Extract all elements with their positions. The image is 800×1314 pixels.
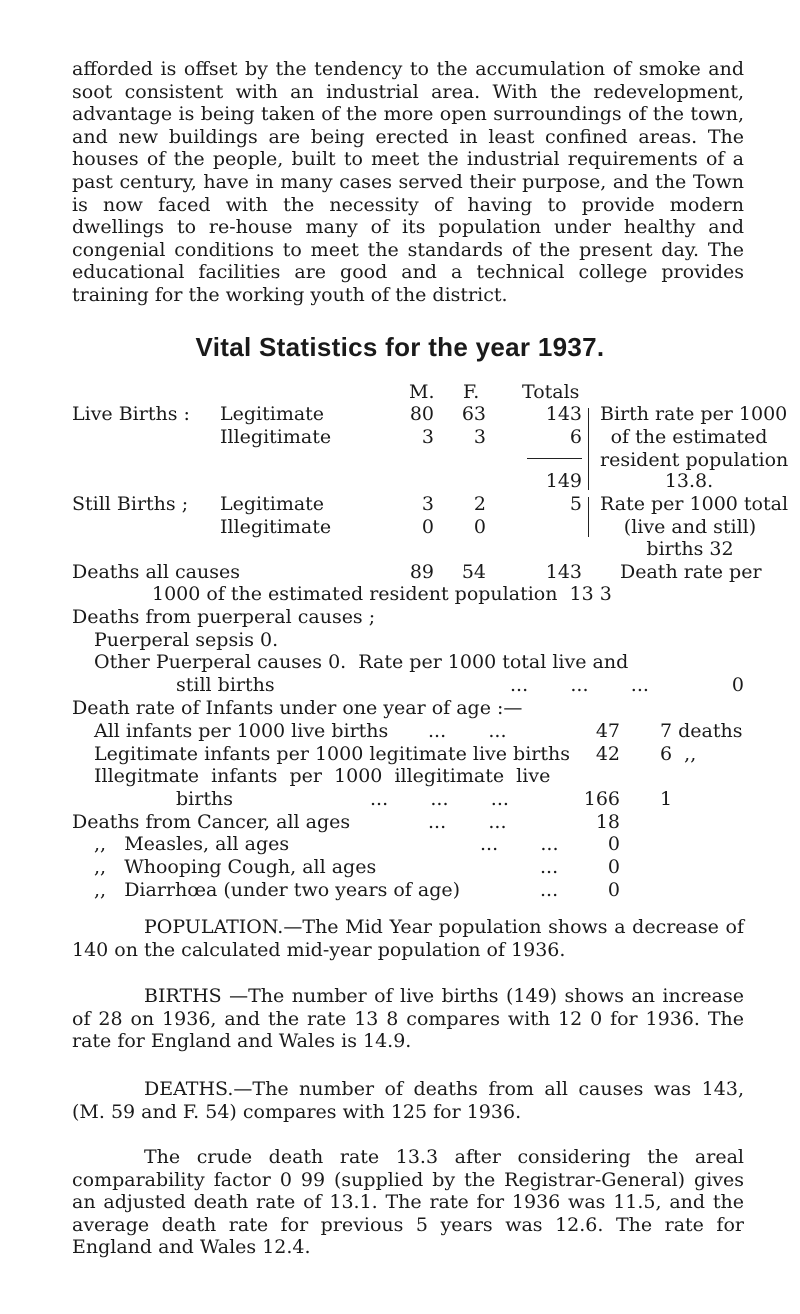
still-illegit-f: 0	[473, 516, 486, 538]
live-illegit-total: 6	[569, 426, 582, 448]
cause-diarrhoea-value: 0	[607, 879, 620, 901]
still-legit-m: 3	[421, 493, 434, 515]
deaths-text: DEATHS.—The number of deaths from all causes was 143, (M. 59 and F. 54) compares with 125 for 1936.	[72, 1078, 744, 1123]
live-births-label: Live Births :	[72, 403, 190, 425]
still-legitimate-label: Legitimate	[220, 493, 325, 515]
infant-row-all-label: All infants per 1000 live births	[94, 720, 389, 742]
death-rate-line-2: 1000 of the estimated resident population 13 3	[152, 583, 612, 605]
cause-measles-value: 0	[607, 833, 620, 855]
puerperal-sepsis: Puerperal sepsis 0.	[94, 629, 279, 651]
still-rate-line-2: (live and still)	[623, 516, 757, 538]
birth-rate-line-3: resident population	[600, 449, 789, 471]
birth-rate-value: 13.8.	[664, 470, 714, 492]
total-rule	[527, 458, 582, 459]
infant-row-births-extra: 1	[660, 788, 673, 810]
puerperal-title: Deaths from puerperal causes ;	[72, 606, 376, 628]
live-legit-m: 80	[409, 403, 434, 425]
infant-row-legit-extra: 6 ,,	[660, 743, 697, 765]
birth-rate-line-2: of the estimated	[610, 426, 768, 448]
col-totals-header: Totals	[522, 381, 580, 403]
birth-rate-brace	[588, 408, 589, 490]
live-births-total: 149	[545, 470, 582, 492]
live-illegit-f: 3	[473, 426, 486, 448]
puerperal-value: 0	[731, 674, 744, 696]
still-births-label: Still Births ;	[72, 493, 189, 515]
still-legit-f: 2	[473, 493, 486, 515]
infant-row-births-value: 166	[583, 788, 620, 810]
still-rate-line-3: births 32	[646, 538, 734, 560]
infant-row-legit-label: Legitimate infants per 1000 legitimate live births	[94, 743, 570, 765]
deaths-paragraph	[72, 1078, 744, 1123]
infant-row-all-dots: ... ...	[428, 720, 507, 742]
still-legit-total: 5	[569, 493, 582, 515]
births-paragraph	[72, 985, 744, 1053]
deaths-f: 54	[461, 561, 486, 583]
population-paragraph	[72, 916, 744, 961]
cause-cancer-dots: ... ...	[428, 811, 507, 833]
infant-row-births-label: births	[176, 788, 233, 810]
intro-paragraph	[72, 58, 744, 307]
still-rate-line-1: Rate per 1000 total	[600, 493, 789, 515]
infant-row-legit-value: 42	[595, 743, 620, 765]
cause-measles-dots: ... ...	[480, 833, 559, 855]
still-illegit-m: 0	[421, 516, 434, 538]
intro-text: afforded is offset by the tendency to the accumulation of smoke and soot consistent with an industrial area. With the redevelopment, advantage is being taken of the more open surroundings of the town, and new buildings are being erected in least confined areas. The houses of the people, built to meet the industrial requirements of a past century, have in many cases served their purpose, and the Town is now faced with the necessity of having to provide modern dwellings to re-house many of its population under healthy and congenial conditions to meet the standards of the present day. The educational facilities are good and a technical college provides training for the working youth of the district.	[72, 58, 744, 306]
col-m-header: M.	[409, 381, 435, 403]
crude-rate-text: The crude death rate 13.3 after considering the areal comparability factor 0 99 (supplied by the Registrar-General) gives an adjusted death rate of 13.1. The rate for 1936 was 11.5, and the average death rate for previous 5 years was 12.6. The rate for England and Wales 12.4.	[72, 1146, 744, 1259]
puerperal-dots: ... ... ...	[510, 674, 649, 696]
section-heading: Vital Statistics for the year 1937.	[195, 332, 605, 362]
infant-row-births-dots: ... ... ...	[370, 788, 509, 810]
cause-cancer-label: Deaths from Cancer, all ages	[72, 811, 351, 833]
crude-rate-paragraph	[72, 1146, 744, 1259]
infant-title: Death rate of Infants under one year of age :—	[72, 697, 523, 719]
live-legit-f: 63	[461, 403, 486, 425]
live-legitimate-label: Legitimate	[220, 403, 325, 425]
cause-whooping-label: ,, Whooping Cough, all ages	[94, 856, 377, 878]
deaths-total: 143	[545, 561, 582, 583]
cause-cancer-value: 18	[595, 811, 620, 833]
live-illegit-m: 3	[421, 426, 434, 448]
infant-row-all-extra: 7 deaths	[660, 720, 743, 742]
cause-diarrhoea-dots: ...	[540, 879, 559, 901]
death-rate-line-1: Death rate per	[620, 561, 762, 583]
infant-row-illegit-label: Illegitmate infants per 1000 illegitimate live	[94, 765, 551, 787]
cause-whooping-value: 0	[607, 856, 620, 878]
cause-measles-label: ,, Measles, all ages	[94, 833, 290, 855]
still-rate-brace	[588, 497, 589, 537]
still-illegitimate-label: Illegitimate	[220, 516, 332, 538]
cause-diarrhoea-label: ,, Diarrhœa (under two years of age)	[94, 879, 461, 901]
live-illegitimate-label: Illegitimate	[220, 426, 332, 448]
deaths-label: Deaths all causes	[72, 561, 240, 583]
births-text: BIRTHS —The number of live births (149) shows an increase of 28 on 1936, and the rate 13 8 compares with 12 0 for 1936. The rate for England and Wales is 14.9.	[72, 985, 744, 1053]
infant-row-all-value: 47	[595, 720, 620, 742]
birth-rate-line-1: Birth rate per 1000	[600, 403, 788, 425]
population-text: POPULATION.—The Mid Year population shows a decrease of 140 on the calculated mid-year population of 1936.	[72, 916, 744, 961]
cause-whooping-dots: ...	[540, 856, 559, 878]
col-f-header: F.	[463, 381, 480, 403]
deaths-m: 89	[409, 561, 434, 583]
live-legit-total: 143	[545, 403, 582, 425]
puerperal-still-births: still births	[176, 674, 275, 696]
puerperal-other: Other Puerperal causes 0. Rate per 1000 total live and	[94, 651, 629, 673]
